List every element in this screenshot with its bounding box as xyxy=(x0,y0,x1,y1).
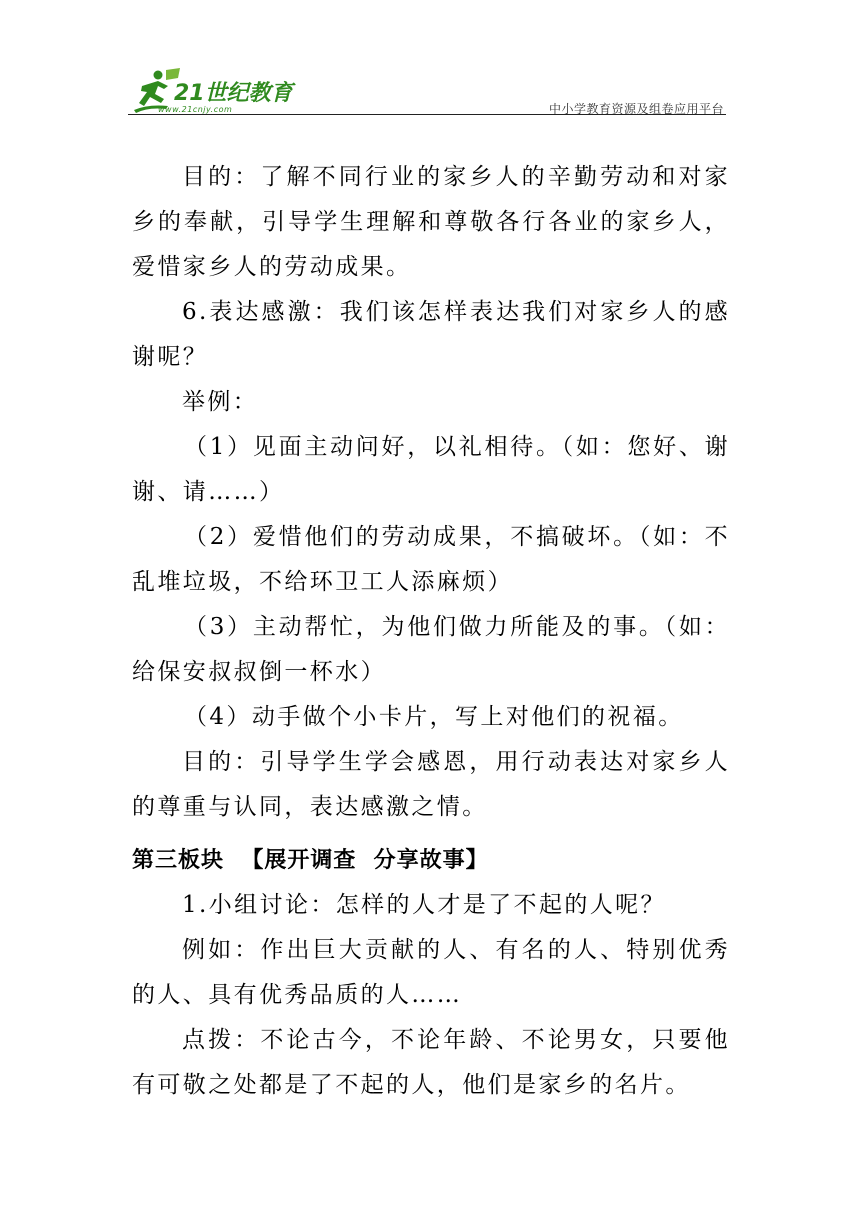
paragraph-examples-label: 举例： xyxy=(182,389,259,415)
header-tagline: 中小学教育资源及组卷应用平台 xyxy=(548,102,724,116)
document-body xyxy=(132,155,730,1108)
paragraph-express-thanks: 6.表达感激：我们该怎样表达我们对家乡人的感谢呢？ xyxy=(132,299,730,370)
page-header xyxy=(128,66,726,116)
paragraph-guidance: 点拨：不论古今，不论年龄、不论男女，只要他有可敬之处都是了不起的人，他们是家乡的名片。 xyxy=(132,1027,730,1098)
logo-text: 21世纪教育 xyxy=(174,81,293,106)
paragraph-purpose-2: 目的：引导学生学会感恩，用行动表达对家乡人的尊重与认同，表达感激之情。 xyxy=(132,749,730,820)
list-item-2: （2）爱惜他们的劳动成果，不搞破坏。（如：不乱堆垃圾，不给环卫工人添麻烦） xyxy=(132,524,730,595)
list-item-4: （4）动手做个小卡片，写上对他们的祝福。 xyxy=(184,704,684,730)
header-divider xyxy=(128,114,726,115)
logo-url: www.21cnjy.com xyxy=(158,105,233,114)
paragraph-example: 例如：作出巨大贡献的人、有名的人、特别优秀的人、具有优秀品质的人…… xyxy=(132,937,730,1008)
paragraph-discussion: 1.小组讨论：怎样的人才是了不起的人呢？ xyxy=(182,892,666,918)
list-item-3: （3）主动帮忙，为他们做力所能及的事。（如：给保安叔叔倒一杯水） xyxy=(132,614,730,685)
21cnjy-logo xyxy=(128,66,298,114)
list-item-1: （1）见面主动问好，以礼相待。（如：您好、谢谢、请……） xyxy=(132,434,730,505)
paragraph-purpose-1: 目的：了解不同行业的家乡人的辛勤劳动和对家乡的奉献，引导学生理解和尊敬各行各业的家乡人，爱惜家乡人的劳动成果。 xyxy=(132,164,730,280)
section-heading: 第三板块 【展开调查 分享故事】 xyxy=(132,848,489,873)
